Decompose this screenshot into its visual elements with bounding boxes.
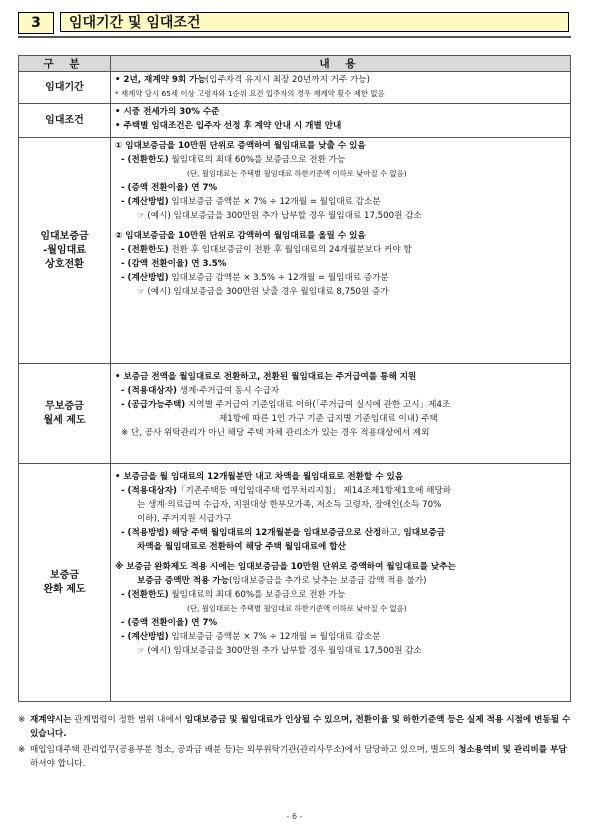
footnote-renewal-bold-2: 임대보증금 및 월임대료가 인상될 수 있으며, 전환이율 및 하한기준액 등은 실제 적용 시점에 변동될 수 있습니다. — [30, 715, 571, 739]
conversion-a-rate: - (증액 전환이율) 연 7% — [121, 183, 218, 193]
nodeposit-label-1: 무보증금 — [45, 400, 84, 412]
relief-target-text-3: 이하), 주거지원 시급가구 — [137, 514, 232, 524]
row-label-nodeposit — [19, 364, 111, 464]
relief-method-text-3: 차액을 월임대료로 전환하여 해당 주택 월임대료에 합산 — [137, 542, 346, 552]
conversion-b-calc-text: 임대보증금 감액분 × 3.5% ÷ 12개월 = 월임대료 증가분 — [168, 273, 389, 283]
relief-limit-text: 월임대료의 최대 60%를 보증금으로 전환 가능 — [168, 590, 346, 600]
header-content: 내 용 — [111, 56, 571, 72]
nodeposit-label-2: 월세 제도 — [43, 414, 86, 426]
relief-limit-note: (단, 월임대료는 주택별 월임대료 하한기준액 이하로 낮아질 수 없음) — [187, 604, 407, 613]
conversion-label-1: 임대보증금 — [40, 230, 89, 242]
relief-line-1: • 보증금을 월 임대료의 12개월분만 내고 차액을 월임대료로 전환할 수 있음 — [115, 472, 404, 482]
footnotes — [18, 713, 573, 771]
nodeposit-target-label: - (적용대상자) — [121, 386, 177, 396]
table-row-period — [19, 72, 571, 104]
rental-conditions-table — [18, 55, 571, 702]
footnote-renewal-bold-1: 재계약시는 — [30, 715, 72, 725]
relief-rate: - (증액 전환이율) 연 7% — [121, 618, 218, 628]
nodeposit-line-1: • 보증금 전액을 월임대료로 전환하고, 전환된 월임대료는 주거급여를 통해 지원 — [115, 372, 417, 382]
nodeposit-housing-label: - (공급가능주택) — [121, 400, 186, 410]
footnote-management-text: 매입임대주택 관리업무(공용부분 청소, 공과금 배분 등)는 외부위탁기관(관리사무소)에서 담당하고 있으며, 별도의 — [30, 745, 459, 755]
row-content-period — [111, 72, 571, 104]
footnote-renewal-text: 관계법령이 정한 범위 내에서 — [71, 715, 185, 725]
row-content-nodeposit — [111, 364, 571, 464]
table-row-relief — [19, 464, 571, 702]
conversion-a-limit-label: - (전환한도) — [121, 155, 169, 165]
relief-calc-label: - (계산방법) — [121, 632, 169, 642]
relief-label-2: 완화 제도 — [43, 583, 86, 595]
conversion-label-3: 상호전환 — [45, 258, 84, 270]
conversion-a-example: ☞ (예시) 임대보증금을 300만원 추가 납부할 경우 월임대료 17,500원 감소 — [137, 211, 422, 221]
row-label-terms: 임대조건 — [19, 104, 111, 138]
table-row-conversion — [19, 138, 571, 364]
row-label-conversion — [19, 138, 111, 364]
conversion-a-title: ① 임대보증금을 10만원 단위로 증액하여 월임대료를 낮출 수 있음 — [115, 141, 366, 151]
relief-limit-label: - (전환한도) — [121, 590, 169, 600]
footnote-management-text-2: 하셔야 합니다. — [30, 759, 86, 769]
footnote-renewal — [18, 713, 573, 741]
relief-target-text: 「기존주택등 매입임대주택 업무처리지침」 제14조제1항제1호에 해당하 — [176, 486, 452, 496]
period-detail: (입주자격 유지시 최장 20년까지 거주 가능) — [205, 75, 370, 85]
period-note: * 재계약 당시 65세 이상 고령자와 1순위 요건 입주자의 경우 재계약 횟수 제한 없음 — [115, 89, 385, 98]
conversion-b-rate: - (감액 전환이율) 연 3.5% — [121, 259, 227, 269]
conversion-b-limit-label: - (전환한도) — [121, 245, 169, 255]
table-row-terms — [19, 104, 571, 138]
footnote-management — [18, 743, 573, 771]
header-category: 구 분 — [19, 56, 111, 72]
nodeposit-housing-text-2: 제1항에 따른 1인 가구 기준 급지별 기준임대료 이내) 주택 — [219, 414, 438, 424]
nodeposit-note: ※ 단, 공사 위탁관리가 아닌 해당 주택 자체 관리소가 있는 경우 적용대상에서 제외 — [121, 428, 430, 438]
relief-note-bold: 보증금 증액만 적용 가능 — [137, 576, 229, 586]
nodeposit-target-text: 생계·주거급여 동시 수급자 — [176, 386, 280, 396]
header-divider — [18, 36, 571, 38]
terms-line-2: • 주택별 임대조건은 입주자 선정 후 계약 안내 시 개별 안내 — [115, 121, 342, 131]
relief-calc-text: 임대보증금 증액분 × 7% ÷ 12개월 = 월임대료 감소분 — [168, 632, 381, 642]
relief-method-text: 하고, — [381, 528, 401, 538]
conversion-b-limit-text: 전환 후 임대보증금이 전환 후 월임대료의 24개월분보다 커야 함 — [168, 245, 412, 255]
row-label-period: 임대기간 — [19, 72, 111, 104]
conversion-b-example: ☞ (예시) 임대보증금을 300만원 낮출 경우 월임대료 8,750원 증가 — [137, 287, 389, 297]
conversion-b-title: ② 임대보증금을 10만원 단위로 감액하여 월임대료를 올릴 수 있음 — [115, 231, 366, 241]
period-main: • 2년, 재계약 9회 가능 — [115, 75, 206, 85]
row-label-relief — [19, 464, 111, 702]
section-title: 임대기간 및 임대조건 — [60, 12, 569, 32]
nodeposit-housing-text: 지역별 주거급여 기준임대료 이하(「주거급여 실시에 관한 고시」제4조 — [185, 400, 451, 410]
conversion-label-2: -월임대료 — [43, 244, 86, 256]
table-header-row — [19, 56, 571, 72]
relief-method-text-2: 임대보증금 — [400, 528, 446, 538]
footnote-mark: ※ — [18, 715, 26, 725]
relief-target-text-2: 는 생계·의료급여 수급자, 지원대상 한부모가족, 저소득 고령자, 장애인(소득 70% — [137, 500, 442, 510]
conversion-b-calc-label: - (계산방법) — [121, 273, 169, 283]
page-number: - 6 - — [286, 812, 303, 821]
conversion-a-calc-label: - (계산방법) — [121, 197, 169, 207]
row-content-conversion — [111, 138, 571, 364]
row-content-relief — [111, 464, 571, 702]
relief-note-line-1: ※ 보증금 완화제도 적용 시에는 임대보증금을 10만원 단위로 증액하여 월임대료를 낮추는 — [115, 562, 456, 572]
footnote-mark: ※ — [18, 745, 26, 755]
footnote-management-bold: 청소용역비 및 관리비를 부담 — [458, 745, 567, 755]
row-content-terms — [111, 104, 571, 138]
conversion-a-limit-text: 월임대료의 최대 60%를 보증금으로 전환 가능 — [168, 155, 346, 165]
relief-method-label: - (적용방법) 해당 주택 월임대료의 12개월분을 임대보증금으로 산정 — [121, 528, 382, 538]
relief-note-text: (임대보증금을 추가로 낮추는 보증금 감액 적용 불가) — [229, 576, 427, 586]
conversion-a-calc-text: 임대보증금 증액분 × 7% ÷ 12개월 = 월임대료 감소분 — [168, 197, 381, 207]
relief-example: ☞ (예시) 임대보증금을 300만원 추가 납부할 경우 월임대료 17,500원 감소 — [137, 646, 422, 656]
relief-label-1: 보증금 — [50, 569, 79, 581]
section-header — [18, 12, 571, 34]
table-row-nodeposit — [19, 364, 571, 464]
terms-line-1: • 시중 전세가의 30% 수준 — [115, 107, 220, 117]
conversion-a-limit-note: (단, 월임대료는 주택별 월임대료 하한기준액 이하로 낮아질 수 없음) — [187, 169, 407, 178]
relief-target-label: - (적용대상자) — [121, 486, 177, 496]
section-number: 3 — [18, 12, 54, 34]
